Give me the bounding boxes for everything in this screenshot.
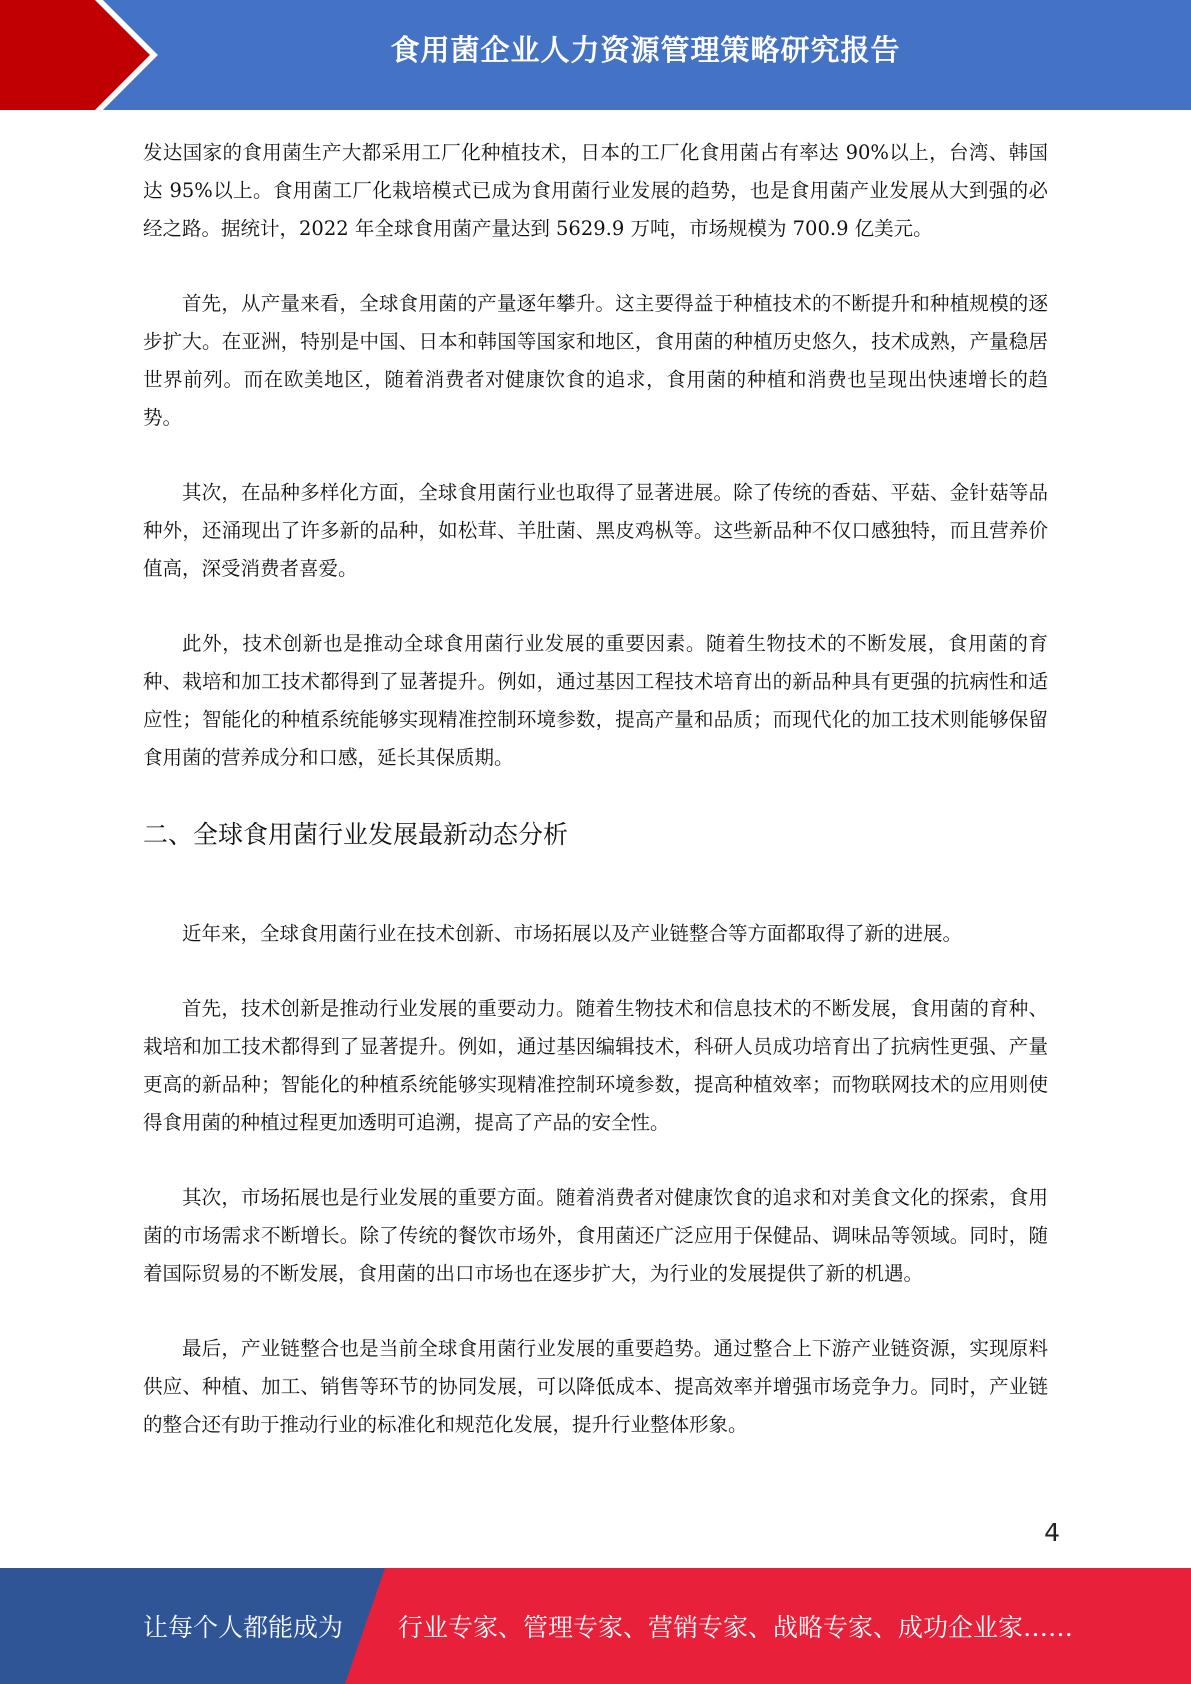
paragraph-intro: 发达国家的食用菌生产大都采用工厂化种植技术，日本的工厂化食用菌占有率达 90%以上，台湾、韩国达 95%以上。食用菌工厂化栽培模式已成为食用菌行业发展的趋势，也是食用菌产业发展从大到强的必经之路。据统计，2022 年全球食用菌产量达到 5629.9 万吨，市场规模为 700.9 亿美元。 xyxy=(143,141,1048,240)
document-body xyxy=(143,134,1048,1481)
paragraph-chain-integration: 最后，产业链整合也是当前全球食用菌行业发展的重要趋势。通过整合上下游产业链资源，实现原料供应、种植、加工、销售等环节的协同发展，可以降低成本、提高效率并增强市场竞争力。同时，产业链的整合还有助于推动行业的标准化和规范化发展，提升行业整体形象。 xyxy=(143,1337,1048,1436)
paragraph-production: 首先，从产量来看，全球食用菌的产量逐年攀升。这主要得益于种植技术的不断提升和种植规模的逐步扩大。在亚洲，特别是中国、日本和韩国等国家和地区，食用菌的种植历史悠久，技术成熟，产量稳居世界前列。而在欧美地区，随着消费者对健康饮食的追求，食用菌的种植和消费也呈现出快速增长的趋势。 xyxy=(143,292,1048,429)
paragraph-recent-progress: 近年来，全球食用菌行业在技术创新、市场拓展以及产业链整合等方面都取得了新的进展。 xyxy=(182,922,963,945)
page-header xyxy=(0,0,1191,110)
page-number: 4 xyxy=(1044,1518,1060,1547)
paragraph-innovation: 此外，技术创新也是推动全球食用菌行业发展的重要因素。随着生物技术的不断发展，食用菌的育种、栽培和加工技术都得到了显著提升。例如，通过基因工程技术培育出的新品种具有更强的抗病性和适应性；智能化的种植系统能够实现精准控制环境参数，提高产量和品质；而现代化的加工技术则能够保留食用菌的营养成分和口感，延长其保质期。 xyxy=(143,632,1048,769)
section-heading: 二、全球食用菌行业发展最新动态分析 xyxy=(143,820,569,849)
footer-slogan-left: 让每个人都能成为 xyxy=(143,1613,344,1642)
page-footer xyxy=(0,1568,1191,1684)
report-title: 食用菌企业人力资源管理策略研究报告 xyxy=(390,33,901,67)
footer-slogan-right: 行业专家、管理专家、营销专家、战略专家、成功企业家…… xyxy=(398,1613,1074,1642)
paragraph-market-expansion: 其次，市场拓展也是行业发展的重要方面。随着消费者对健康饮食的追求和对美食文化的探索，食用菌的市场需求不断增长。除了传统的餐饮市场外，食用菌还广泛应用于保健品、调味品等领域。同时，随着国际贸易的不断发展，食用菌的出口市场也在逐步扩大，为行业的发展提供了新的机遇。 xyxy=(143,1186,1048,1285)
paragraph-varieties: 其次，在品种多样化方面，全球食用菌行业也取得了显著进展。除了传统的香菇、平菇、金针菇等品种外，还涌现出了许多新的品种，如松茸、羊肚菌、黑皮鸡枞等。这些新品种不仅口感独特，而且营养价值高，深受消费者喜爱。 xyxy=(143,481,1048,580)
paragraph-tech-driver: 首先，技术创新是推动行业发展的重要动力。随着生物技术和信息技术的不断发展，食用菌的育种、栽培和加工技术都得到了显著提升。例如，通过基因编辑技术，科研人员成功培育出了抗病性更强、产量更高的新品种；智能化的种植系统能够实现精准控制环境参数，提高种植效率；而物联网技术的应用则使得食用菌的种植过程更加透明可追溯，提高了产品的安全性。 xyxy=(143,997,1048,1134)
